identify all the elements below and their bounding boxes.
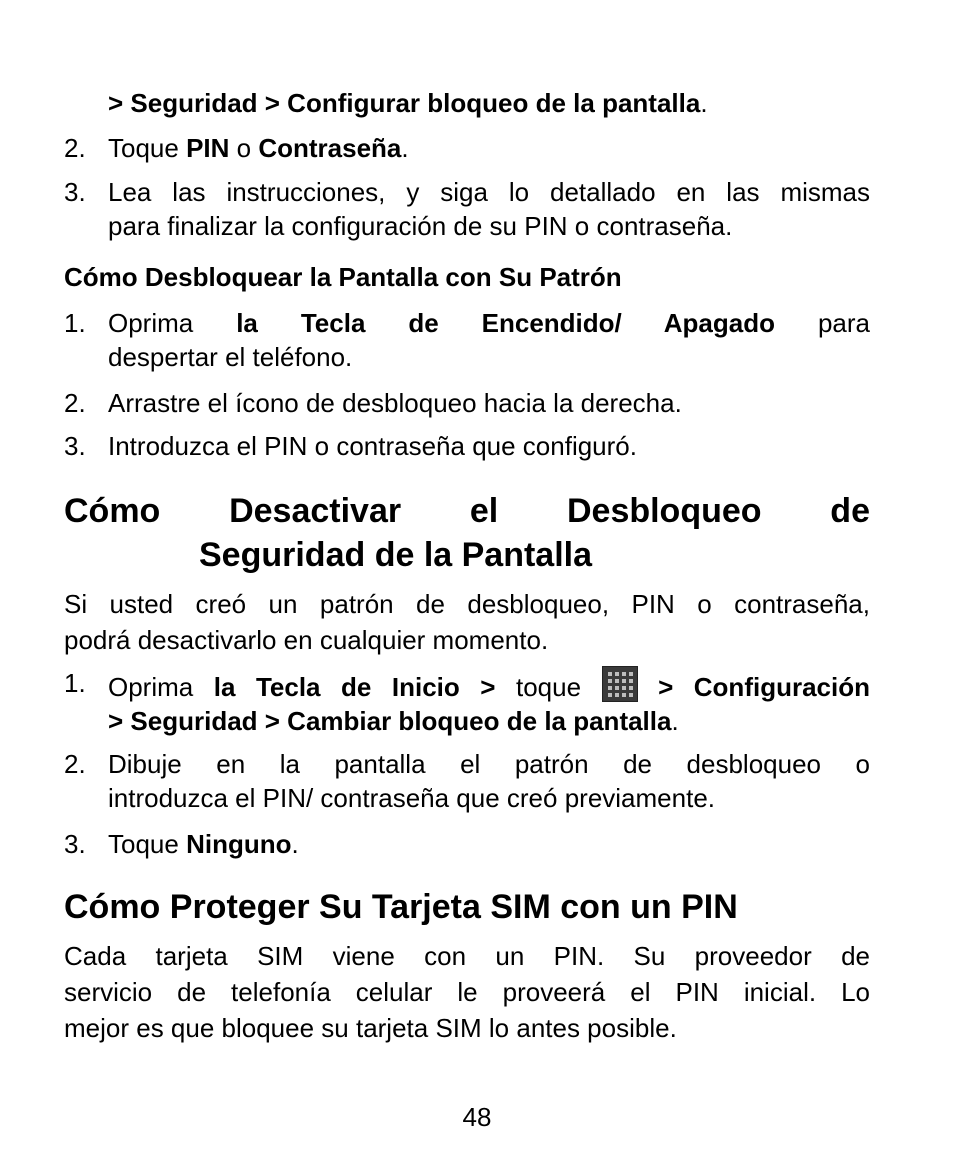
section-heading: Cómo Desactivar el Desbloqueo de (64, 492, 870, 530)
list-item: 2. Arrastre el ícono de desbloqueo hacia la derecha. (64, 388, 682, 418)
paragraph-line: servicio de telefonía celular le proveerá el PIN inicial. Lo (64, 977, 870, 1007)
section-subheading: Cómo Desbloquear la Pantalla con Su Patrón (64, 262, 622, 292)
list-item: 1. Oprima la Tecla de Inicio > toque > Configuración > Seguridad > Cambiar bloqueo de la pantalla. (64, 668, 870, 736)
section-heading-line2: Seguridad de la Pantalla (199, 536, 593, 574)
list-item: 3. Toque Ninguno. (64, 829, 299, 859)
section-heading: Cómo Proteger Su Tarjeta SIM con un PIN (64, 888, 738, 926)
list-item: 3. Lea las instrucciones, y siga lo detallado en las mismas para finalizar la configuración de su PIN o contraseña. (64, 177, 870, 241)
paragraph-line: Si usted creó un patrón de desbloqueo, PIN o contraseña, (64, 589, 870, 619)
list-item: 2. Toque PIN o Contraseña. (64, 133, 409, 163)
paragraph-line: mejor es que bloquee su tarjeta SIM lo antes posible. (64, 1013, 677, 1043)
list-item: 1. Oprima la Tecla de Encendido/ Apagado para despertar el teléfono. (64, 308, 870, 372)
page-number: 48 (462, 1102, 492, 1132)
list-item: 2. Dibuje en la pantalla el patrón de desbloqueo o introduzca el PIN/ contraseña que creó previamente. (64, 749, 870, 813)
menu-path-continuation: > Seguridad > Configurar bloqueo de la pantalla. (108, 88, 708, 118)
paragraph-line: Cada tarjeta SIM viene con un PIN. Su proveedor de (64, 941, 870, 971)
apps-grid-icon (602, 666, 638, 702)
paragraph-line: podrá desactivarlo en cualquier momento. (64, 625, 549, 655)
list-item: 3. Introduzca el PIN o contraseña que configuró. (64, 431, 637, 461)
menu-path: > Seguridad > Configurar bloqueo de la pantalla (108, 88, 701, 118)
